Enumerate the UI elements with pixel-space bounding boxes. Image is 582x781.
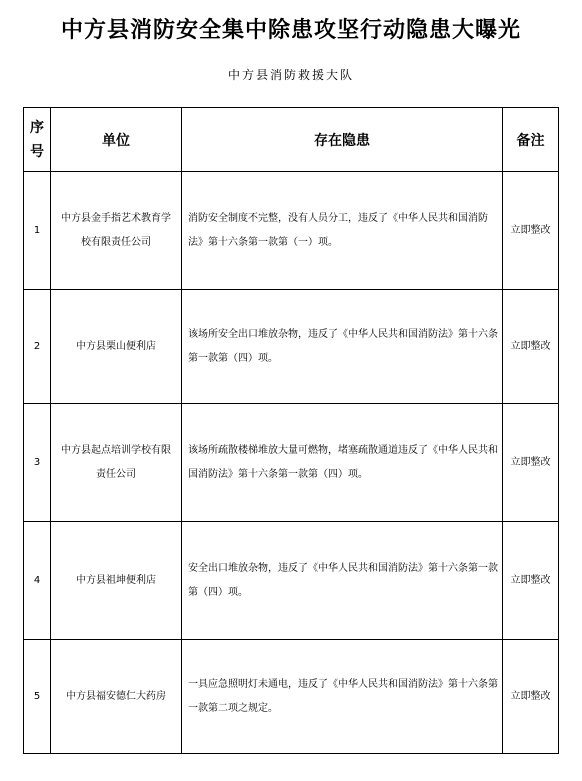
row-unit: 中方县金手指艺术教育学校有限责任公司 [51,172,182,290]
table-row [24,640,559,754]
row-issue: 消防安全制度不完整，没有人员分工，违反了《中华人民共和国消防法》第十六条第一款第（一）项。 [182,172,503,290]
row-seq: 3 [24,404,51,522]
row-seq: 2 [24,290,51,404]
row-seq: 5 [24,640,51,754]
row-issue: 一具应急照明灯未通电，违反了《中华人民共和国消防法》第十六条第一款第二项之规定。 [182,640,503,754]
row-note: 立即整改 [503,522,559,640]
row-note: 立即整改 [503,290,559,404]
row-seq: 4 [24,522,51,640]
header-seq-line1: 序 [30,119,44,136]
row-seq: 1 [24,172,51,290]
document-subtitle: 中方县消防救援大队 [227,68,354,82]
table-row [24,172,559,290]
header-seq [24,108,51,172]
table-row [24,404,559,522]
row-unit: 中方县祖坤便利店 [51,522,182,640]
header-unit: 单位 [51,108,182,172]
row-unit: 中方县栗山便利店 [51,290,182,404]
row-issue: 该场所安全出口堆放杂物，违反了《中华人民共和国消防法》第十六条第一款第（四）项。 [182,290,503,404]
document-title: 中方县消防安全集中除患攻坚行动隐患大曝光 [60,18,521,43]
table-header-row [24,108,559,172]
row-issue: 该场所疏散楼梯堆放大量可燃物，堵塞疏散通道违反了《中华人民共和国消防法》第十六条第一款第（四）项。 [182,404,503,522]
row-issue: 安全出口堆放杂物，违反了《中华人民共和国消防法》第十六条第一款第（四）项。 [182,522,503,640]
row-note: 立即整改 [503,172,559,290]
row-note: 立即整改 [503,640,559,754]
table-row [24,522,559,640]
hazard-table [23,107,559,754]
header-note: 备注 [503,108,559,172]
row-unit: 中方县起点培训学校有限责任公司 [51,404,182,522]
header-seq-line2: 号 [30,143,44,160]
row-unit: 中方县福安德仁大药房 [51,640,182,754]
row-note: 立即整改 [503,404,559,522]
header-issue: 存在隐患 [182,108,503,172]
table-row [24,290,559,404]
